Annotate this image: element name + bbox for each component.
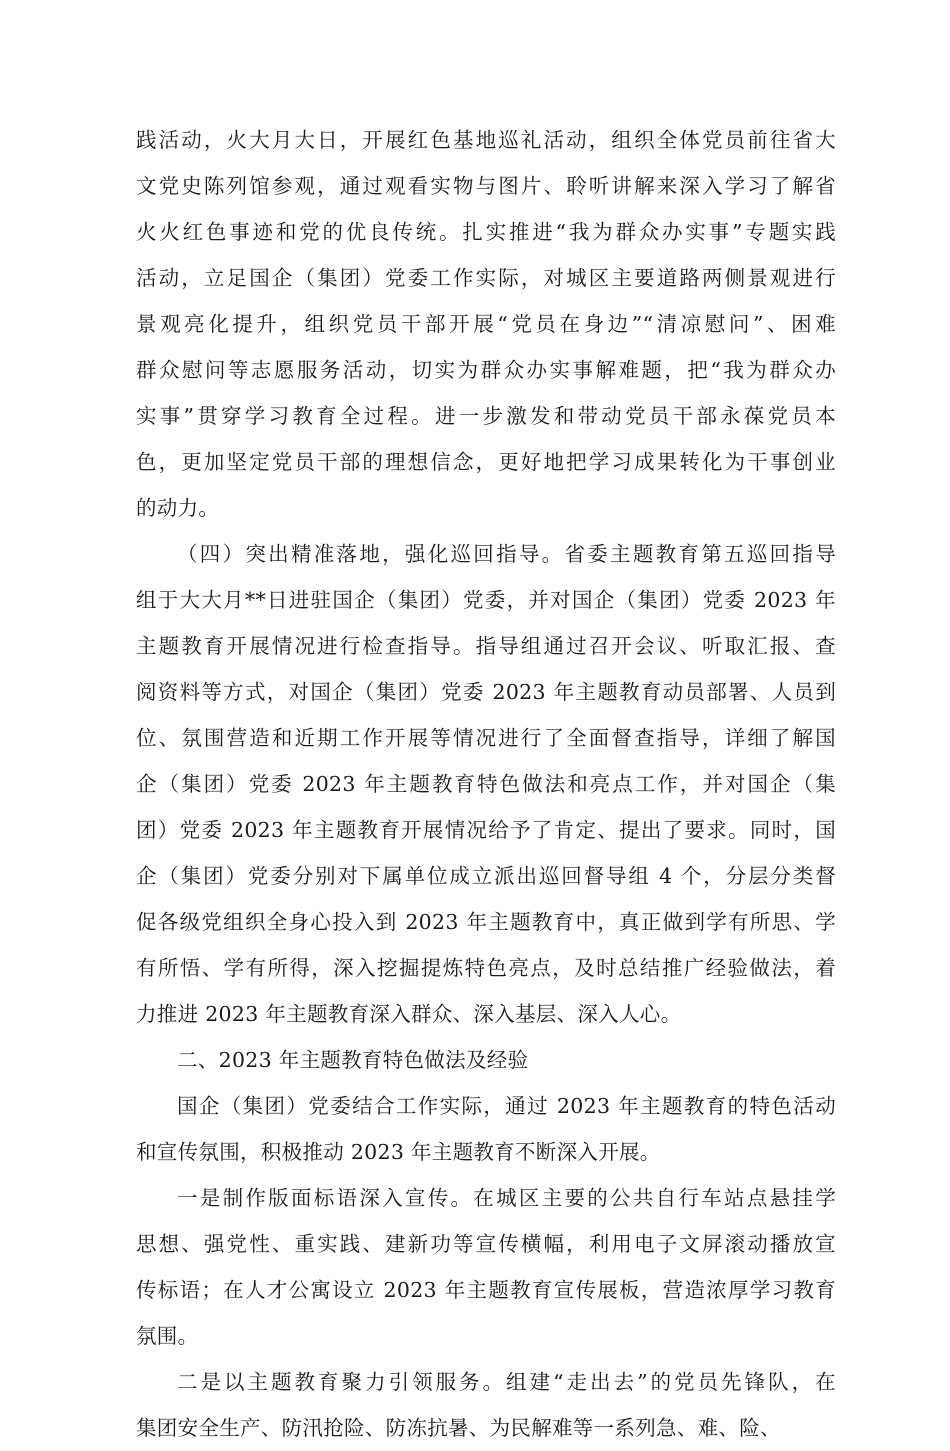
text-line: 氛围。	[136, 1324, 199, 1348]
text-line: 火火红色事迹和党的优良传统。扎实推进“我为群众办实事”专题实践	[136, 220, 836, 244]
text-line: 的动力。	[136, 496, 220, 520]
text-line: 二是以主题教育聚力引领服务。组建“走出去”的党员先锋队，在	[177, 1370, 836, 1394]
text-line: 群众慰问等志愿服务活动，切实为群众办实事解难题，把“我为群众办	[136, 358, 836, 382]
text-line: 主题教育开展情况进行检查指导。指导组通过召开会议、听取汇报、查	[136, 634, 836, 658]
text-line: 阅资料等方式，对国企（集团）党委 2023 年主题教育动员部署、人员到	[136, 680, 836, 704]
paragraph-p1	[136, 117, 836, 531]
text-line: 有所悟、学有所得，深入挖掘提炼特色亮点，及时总结推广经验做法，着	[136, 956, 836, 980]
text-line: 组于大大月**日进驻国企（集团）党委，并对国企（集团）党委 2023 年	[136, 588, 836, 612]
text-line: 团）党委 2023 年主题教育开展情况给予了肯定、提出了要求。同时，国	[136, 818, 836, 842]
text-line: 一是制作版面标语深入宣传。在城区主要的公共自行车站点悬挂学	[177, 1186, 836, 1210]
text-line: 企（集团）党委 2023 年主题教育特色做法和亮点工作，并对国企（集	[136, 772, 836, 796]
text-line: 促各级党组织全身心投入到 2023 年主题教育中，真正做到学有所思、学	[136, 910, 836, 934]
text-line: 国企（集团）党委结合工作实际，通过 2023 年主题教育的特色活动	[177, 1094, 836, 1118]
text-line: 企（集团）党委分别对下属单位成立派出巡回督导组 4 个，分层分类督	[136, 864, 836, 888]
paragraph-p2	[136, 531, 836, 1037]
text-line: 景观亮化提升，组织党员干部开展“党员在身边”“清凉慰问”、困难	[136, 312, 836, 336]
text-line: 思想、强党性、重实践、建新功等宣传横幅，利用电子文屏滚动播放宣	[136, 1232, 836, 1256]
text-line: 位、氛围营造和近期工作开展等情况进行了全面督查指导，详细了解国	[136, 726, 836, 750]
text-line: 集团安全生产、防汛抢险、防冻抗暑、为民解难等一系列急、难、险、	[136, 1416, 781, 1440]
text-line: （四）突出精准落地，强化巡回指导。省委主题教育第五巡回指导	[177, 542, 836, 566]
text-line: 色，更加坚定党员干部的理想信念，更好地把学习成果转化为干事创业	[136, 450, 836, 474]
text-line: 传标语；在人才公寓设立 2023 年主题教育宣传展板，营造浓厚学习教育	[136, 1278, 836, 1302]
text-line: 和宣传氛围，积极推动 2023 年主题教育不断深入开展。	[136, 1140, 661, 1164]
text-line: 活动，立足国企（集团）党委工作实际，对城区主要道路两侧景观进行	[136, 266, 836, 290]
paragraph-p5	[136, 1175, 836, 1359]
paragraph-p3	[136, 1037, 836, 1083]
text-line: 二、2023 年主题教育特色做法及经验	[177, 1048, 529, 1072]
text-line: 实事”贯穿学习教育全过程。进一步激发和带动党员干部永葆党员本	[136, 404, 836, 428]
text-line: 力推进 2023 年主题教育深入群众、深入基层、深入人心。	[136, 1002, 682, 1026]
paragraph-p6	[136, 1359, 836, 1451]
text-line: 文党史陈列馆参观，通过观看实物与图片、聆听讲解来深入学习了解省	[136, 174, 836, 198]
document-body	[136, 117, 836, 1451]
paragraph-p4	[136, 1083, 836, 1175]
text-line: 践活动，火大月大日，开展红色基地巡礼活动，组织全体党员前往省大	[136, 128, 836, 152]
